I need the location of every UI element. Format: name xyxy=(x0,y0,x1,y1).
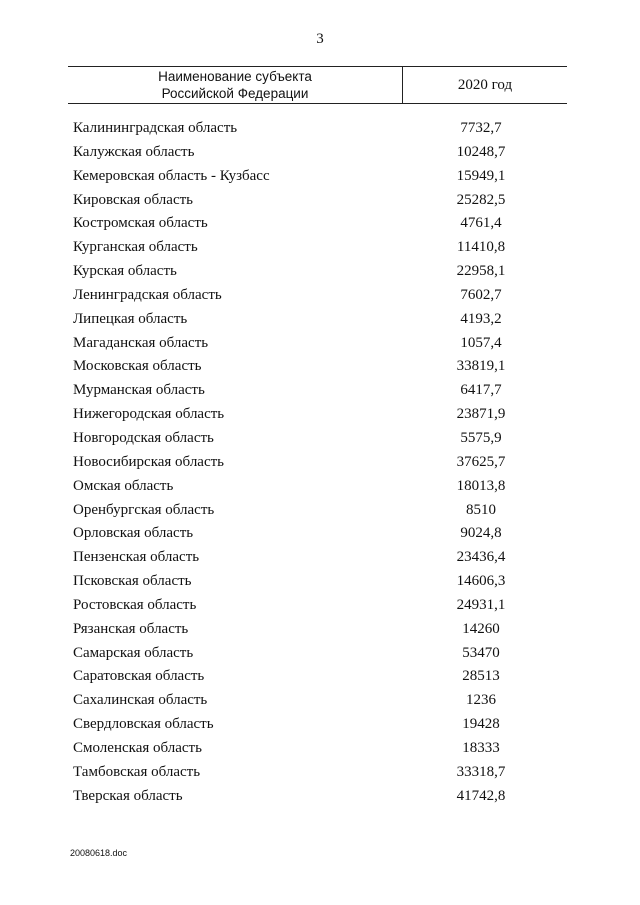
table-row xyxy=(0,165,640,189)
region-name: Свердловская область xyxy=(73,716,214,733)
table-row xyxy=(0,713,640,737)
region-value: 53470 xyxy=(462,644,500,661)
region-value: 33318,7 xyxy=(456,763,506,780)
header-subject-name xyxy=(68,67,402,103)
region-name: Новосибирская область xyxy=(73,453,225,470)
table-row xyxy=(0,499,640,523)
region-value: 15949,1 xyxy=(456,167,506,184)
table-row xyxy=(0,522,640,546)
region-name: Ленинградская область xyxy=(73,286,222,303)
region-name: Новгородская область xyxy=(73,429,214,446)
table-row xyxy=(0,642,640,666)
region-name: Самарская область xyxy=(73,644,194,661)
region-value: 24931,1 xyxy=(456,596,506,613)
table-row xyxy=(0,785,640,809)
region-value: 10248,7 xyxy=(456,143,506,160)
region-name: Липецкая область xyxy=(73,310,188,327)
region-value: 7602,7 xyxy=(460,286,502,303)
region-value: 18333 xyxy=(462,739,500,756)
header-subject-name-line1: Наименование субъекта xyxy=(158,69,312,84)
region-name: Оренбургская область xyxy=(73,501,215,518)
region-name: Тамбовская область xyxy=(73,763,201,780)
table-row xyxy=(0,427,640,451)
table-row xyxy=(0,665,640,689)
table-row xyxy=(0,475,640,499)
table-row xyxy=(0,546,640,570)
region-name: Тверская область xyxy=(73,787,183,804)
region-value: 23871,9 xyxy=(456,406,506,423)
region-name: Мурманская область xyxy=(73,382,205,399)
region-value: 37625,7 xyxy=(456,453,506,470)
table-row xyxy=(0,260,640,284)
region-name: Псковская область xyxy=(73,573,192,590)
region-name: Омская область xyxy=(73,477,174,494)
region-value: 7732,7 xyxy=(460,120,502,136)
region-value: 23436,4 xyxy=(456,549,506,566)
header-subject-name-line2: Российской Федерации xyxy=(161,86,309,101)
table-row xyxy=(0,737,640,761)
region-name: Нижегородская область xyxy=(73,406,225,423)
table-row xyxy=(0,236,640,260)
region-name: Рязанская область xyxy=(73,620,189,637)
region-value: 11410,8 xyxy=(456,239,506,256)
region-value: 4193,2 xyxy=(460,310,502,327)
table-row xyxy=(0,284,640,308)
region-name: Магаданская область xyxy=(73,334,209,351)
region-name: Московская область xyxy=(73,358,202,375)
table-row xyxy=(0,117,640,141)
table-row xyxy=(0,189,640,213)
region-value: 28513 xyxy=(462,668,500,685)
table-row xyxy=(0,594,640,618)
region-name: Ростовская область xyxy=(73,596,197,613)
table-row xyxy=(0,570,640,594)
region-name: Курганская область xyxy=(73,239,198,256)
header-year: 2020 год xyxy=(457,76,513,93)
page-number: 3 xyxy=(316,31,324,47)
region-name: Кемеровская область - Кузбасс xyxy=(73,167,270,184)
region-value: 18013,8 xyxy=(456,477,506,494)
region-value: 1057,4 xyxy=(460,334,502,351)
region-name: Калужская область xyxy=(73,143,195,160)
region-value: 8510 xyxy=(466,501,496,518)
table-row xyxy=(0,308,640,332)
table-row xyxy=(0,141,640,165)
region-value: 14260 xyxy=(462,620,500,637)
region-name: Саратовская область xyxy=(73,668,205,685)
region-name: Курская область xyxy=(73,263,177,280)
region-name: Калининградская область xyxy=(73,120,238,136)
table-row xyxy=(0,355,640,379)
table-row xyxy=(0,761,640,785)
region-name: Смоленская область xyxy=(73,739,202,756)
table-row xyxy=(0,403,640,427)
region-name: Сахалинская область xyxy=(73,692,208,709)
region-value: 41742,8 xyxy=(456,787,506,804)
table-row xyxy=(0,332,640,356)
region-value: 22958,1 xyxy=(456,263,506,280)
region-value: 33819,1 xyxy=(456,358,506,375)
footer-filename: 20080618.doc xyxy=(70,848,128,858)
region-value: 5575,9 xyxy=(460,429,502,446)
table-row xyxy=(0,618,640,642)
region-value: 1236 xyxy=(466,692,496,709)
table-row xyxy=(0,689,640,713)
region-value: 14606,3 xyxy=(456,573,506,590)
table-header xyxy=(68,66,567,104)
region-value: 25282,5 xyxy=(456,191,506,208)
region-value: 6417,7 xyxy=(460,382,502,399)
region-value: 19428 xyxy=(462,716,500,733)
region-value: 9024,8 xyxy=(460,525,502,542)
table-row xyxy=(0,379,640,403)
region-value: 4761,4 xyxy=(460,215,502,232)
region-name: Орловская область xyxy=(73,525,194,542)
region-name: Кировская область xyxy=(73,191,194,208)
table-row xyxy=(0,212,640,236)
table-row xyxy=(0,451,640,475)
region-name: Костромская область xyxy=(73,215,208,232)
table-body xyxy=(0,117,640,808)
region-name: Пензенская область xyxy=(73,549,200,566)
